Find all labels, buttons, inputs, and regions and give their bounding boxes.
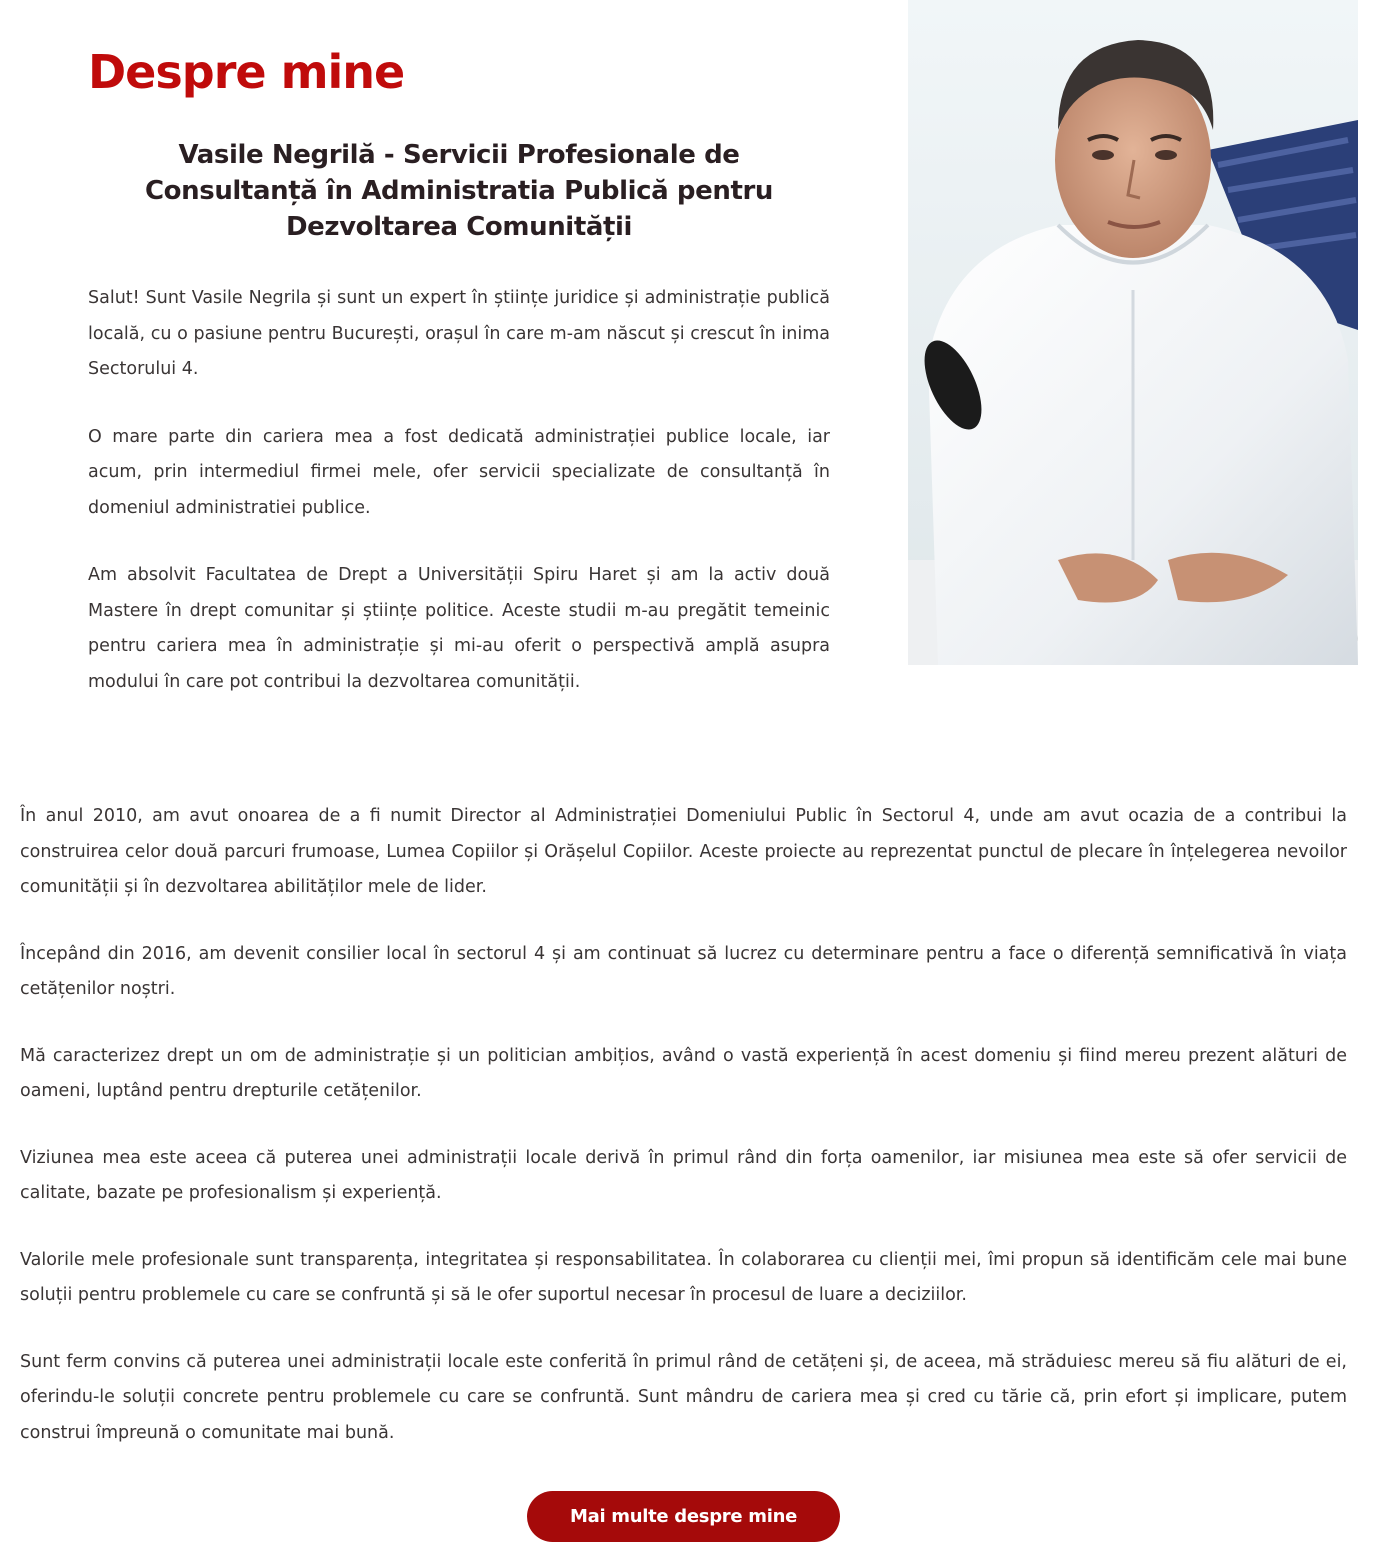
body-paragraph: În anul 2010, am avut onoarea de a fi numit Director al Administrației Domeniului Public în Sectorul 4, unde am avut ocazia de a contribui la construirea celor două parcuri frumoase, Lumea Copiilor și Orășelul Copiilor. Aceste proiecte au reprezentat punctul de plecare în înțelegerea nevoilor comunității și în dezvoltarea abilităților mele de lider.	[20, 806, 1347, 897]
intro-paragraph: O mare parte din cariera mea a fost dedicată administrației publice locale, iar acum, prin intermediul firmei mele, ofer servicii specializate de consultanță în domeniul administratiei publice.	[88, 426, 830, 518]
profile-photo	[908, 0, 1358, 665]
body-text	[20, 799, 1347, 1482]
intro-text	[88, 281, 830, 732]
section-subtitle: Vasile Negrilă - Servicii Profesionale de Consultanță în Administratia Publică pentru Dezvoltarea Comunității	[144, 140, 774, 242]
intro-paragraph: Salut! Sunt Vasile Negrila și sunt un expert în științe juridice și administrație publică locală, cu o pasiune pentru București, orașul în care m-am născut și crescut în inima Sectorului 4.	[88, 288, 830, 379]
more-about-me-button[interactable]: Mai multe despre mine	[527, 1491, 840, 1542]
body-paragraph: Sunt ferm convins că puterea unei administrații locale este conferită în primul rând de cetățeni și, de aceea, mă străduiesc mereu să fiu alături de ei, oferindu-le soluții concrete pentru problemele cu care se confruntă. Sunt mândru de cariera mea și cred cu tărie că, prin efort și implicare, putem construi împreună o comunitate mai bună.	[20, 1351, 1347, 1443]
body-paragraph: Viziunea mea este aceea că puterea unei administrații locale derivă în primul rând din forța oamenilor, iar misiunea mea este să ofer servicii de calitate, bazate pe profesionalism și experiență.	[20, 1147, 1347, 1203]
body-paragraph: Mă caracterizez drept un om de administrație și un politician ambițios, având o vastă experiență în acest domeniu și fiind mereu prezent alături de oameni, luptând pentru drepturile cetățenilor.	[20, 1045, 1347, 1101]
section-title: Despre mine	[88, 45, 405, 99]
intro-paragraph: Am absolvit Facultatea de Drept a Universității Spiru Haret și am la activ două Mastere în drept comunitar și științe politice. Aceste studii m-au pregătit temeinic pentru cariera mea în administrație și mi-au oferit o perspectivă amplă asupra modului în care pot contribui la dezvoltarea comunității.	[88, 565, 830, 692]
body-paragraph: Valorile mele profesionale sunt transparența, integritatea și responsabilitatea. În colaborarea cu clienții mei, îmi propun să identificăm cele mai bune soluții pentru problemele cu care se confruntă și să le ofer suportul necesar în procesul de luare a deciziilor.	[20, 1249, 1347, 1305]
body-paragraph: Începând din 2016, am devenit consilier local în sectorul 4 și am continuat să lucrez cu determinare pentru a face o diferență semnificativă în viața cetățenilor noștri.	[20, 943, 1347, 999]
